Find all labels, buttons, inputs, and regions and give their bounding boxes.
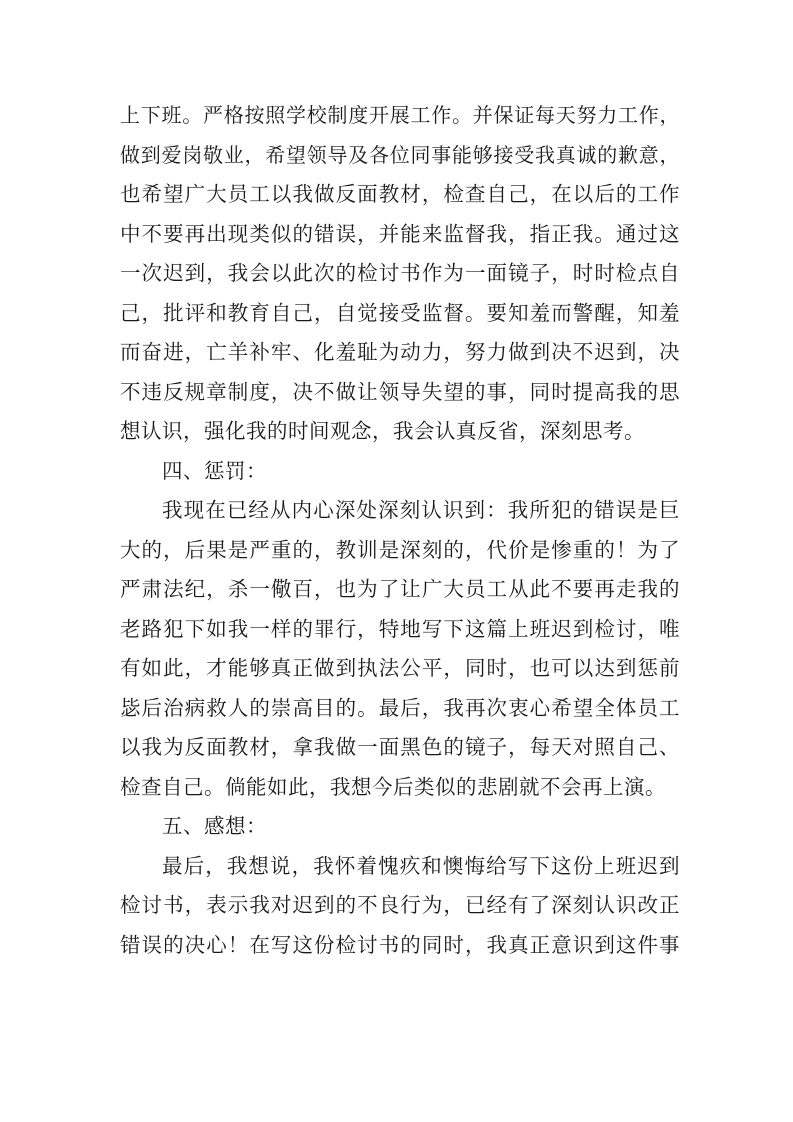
text-line: 最后，我想说，我怀着愧疚和懊悔给写下这份上班迟到 — [162, 853, 680, 878]
text-line: 不违反规章制度，决不做让领导失望的事，同时提高我的思 — [120, 379, 680, 404]
section-heading: 四、惩罚： — [162, 458, 267, 483]
text-line: 上下班。严格按照学校制度开展工作。并保证每天努力工作， — [120, 103, 680, 127]
text-line: 错误的决心！在写这份检讨书的同时，我真正意识到这件事 — [120, 932, 680, 957]
text-line: 中不要再出现类似的错误，并能来监督我，指正我。通过这 — [120, 221, 680, 246]
text-line: 做到爱岗敬业，希望领导及各位同事能够接受我真诚的歉意， — [120, 142, 680, 167]
text-line: 有如此，才能够真正做到执法公平，同时，也可以达到惩前 — [120, 656, 680, 680]
text-line: 己，批评和教育自己，自觉接受监督。要知羞而警醒，知羞 — [120, 300, 680, 325]
text-line: 老路犯下如我一样的罪行，特地写下这篇上班迟到检讨，唯 — [120, 616, 680, 641]
text-line: 也希望广大员工以我做反面教材，检查自己，在以后的工作 — [120, 182, 680, 206]
text-line: 我现在已经从内心深处深刻认识到：我所犯的错误是巨 — [162, 498, 680, 522]
text-line: 而奋进，亡羊补牢、化羞耻为动力，努力做到决不迟到，决 — [120, 340, 680, 364]
text-line: 以我为反面教材，拿我做一面黑色的镜子，每天对照自己、 — [120, 735, 680, 759]
text-line: 想认识，强化我的时间观念，我会认真反省，深刻思考。 — [120, 419, 645, 443]
text-line: 大的，后果是严重的，教训是深刻的，代价是惨重的！为了 — [120, 537, 680, 562]
text-line: 严肃法纪，杀一儆百，也为了让广大员工从此不要再走我的 — [120, 577, 680, 601]
text-line: 检讨书，表示我对迟到的不良行为，已经有了深刻认识改正 — [120, 893, 680, 917]
text-line: 毖后治病救人的崇高目的。最后，我再次衷心希望全体员工 — [120, 695, 680, 720]
text-line: 一次迟到，我会以此次的检讨书作为一面镜子，时时检点自 — [120, 261, 680, 285]
section-heading: 五、感想： — [162, 814, 267, 838]
document-body — [120, 96, 680, 965]
text-line: 检查自己。倘能如此，我想今后类似的悲剧就不会再上演。 — [120, 774, 666, 799]
